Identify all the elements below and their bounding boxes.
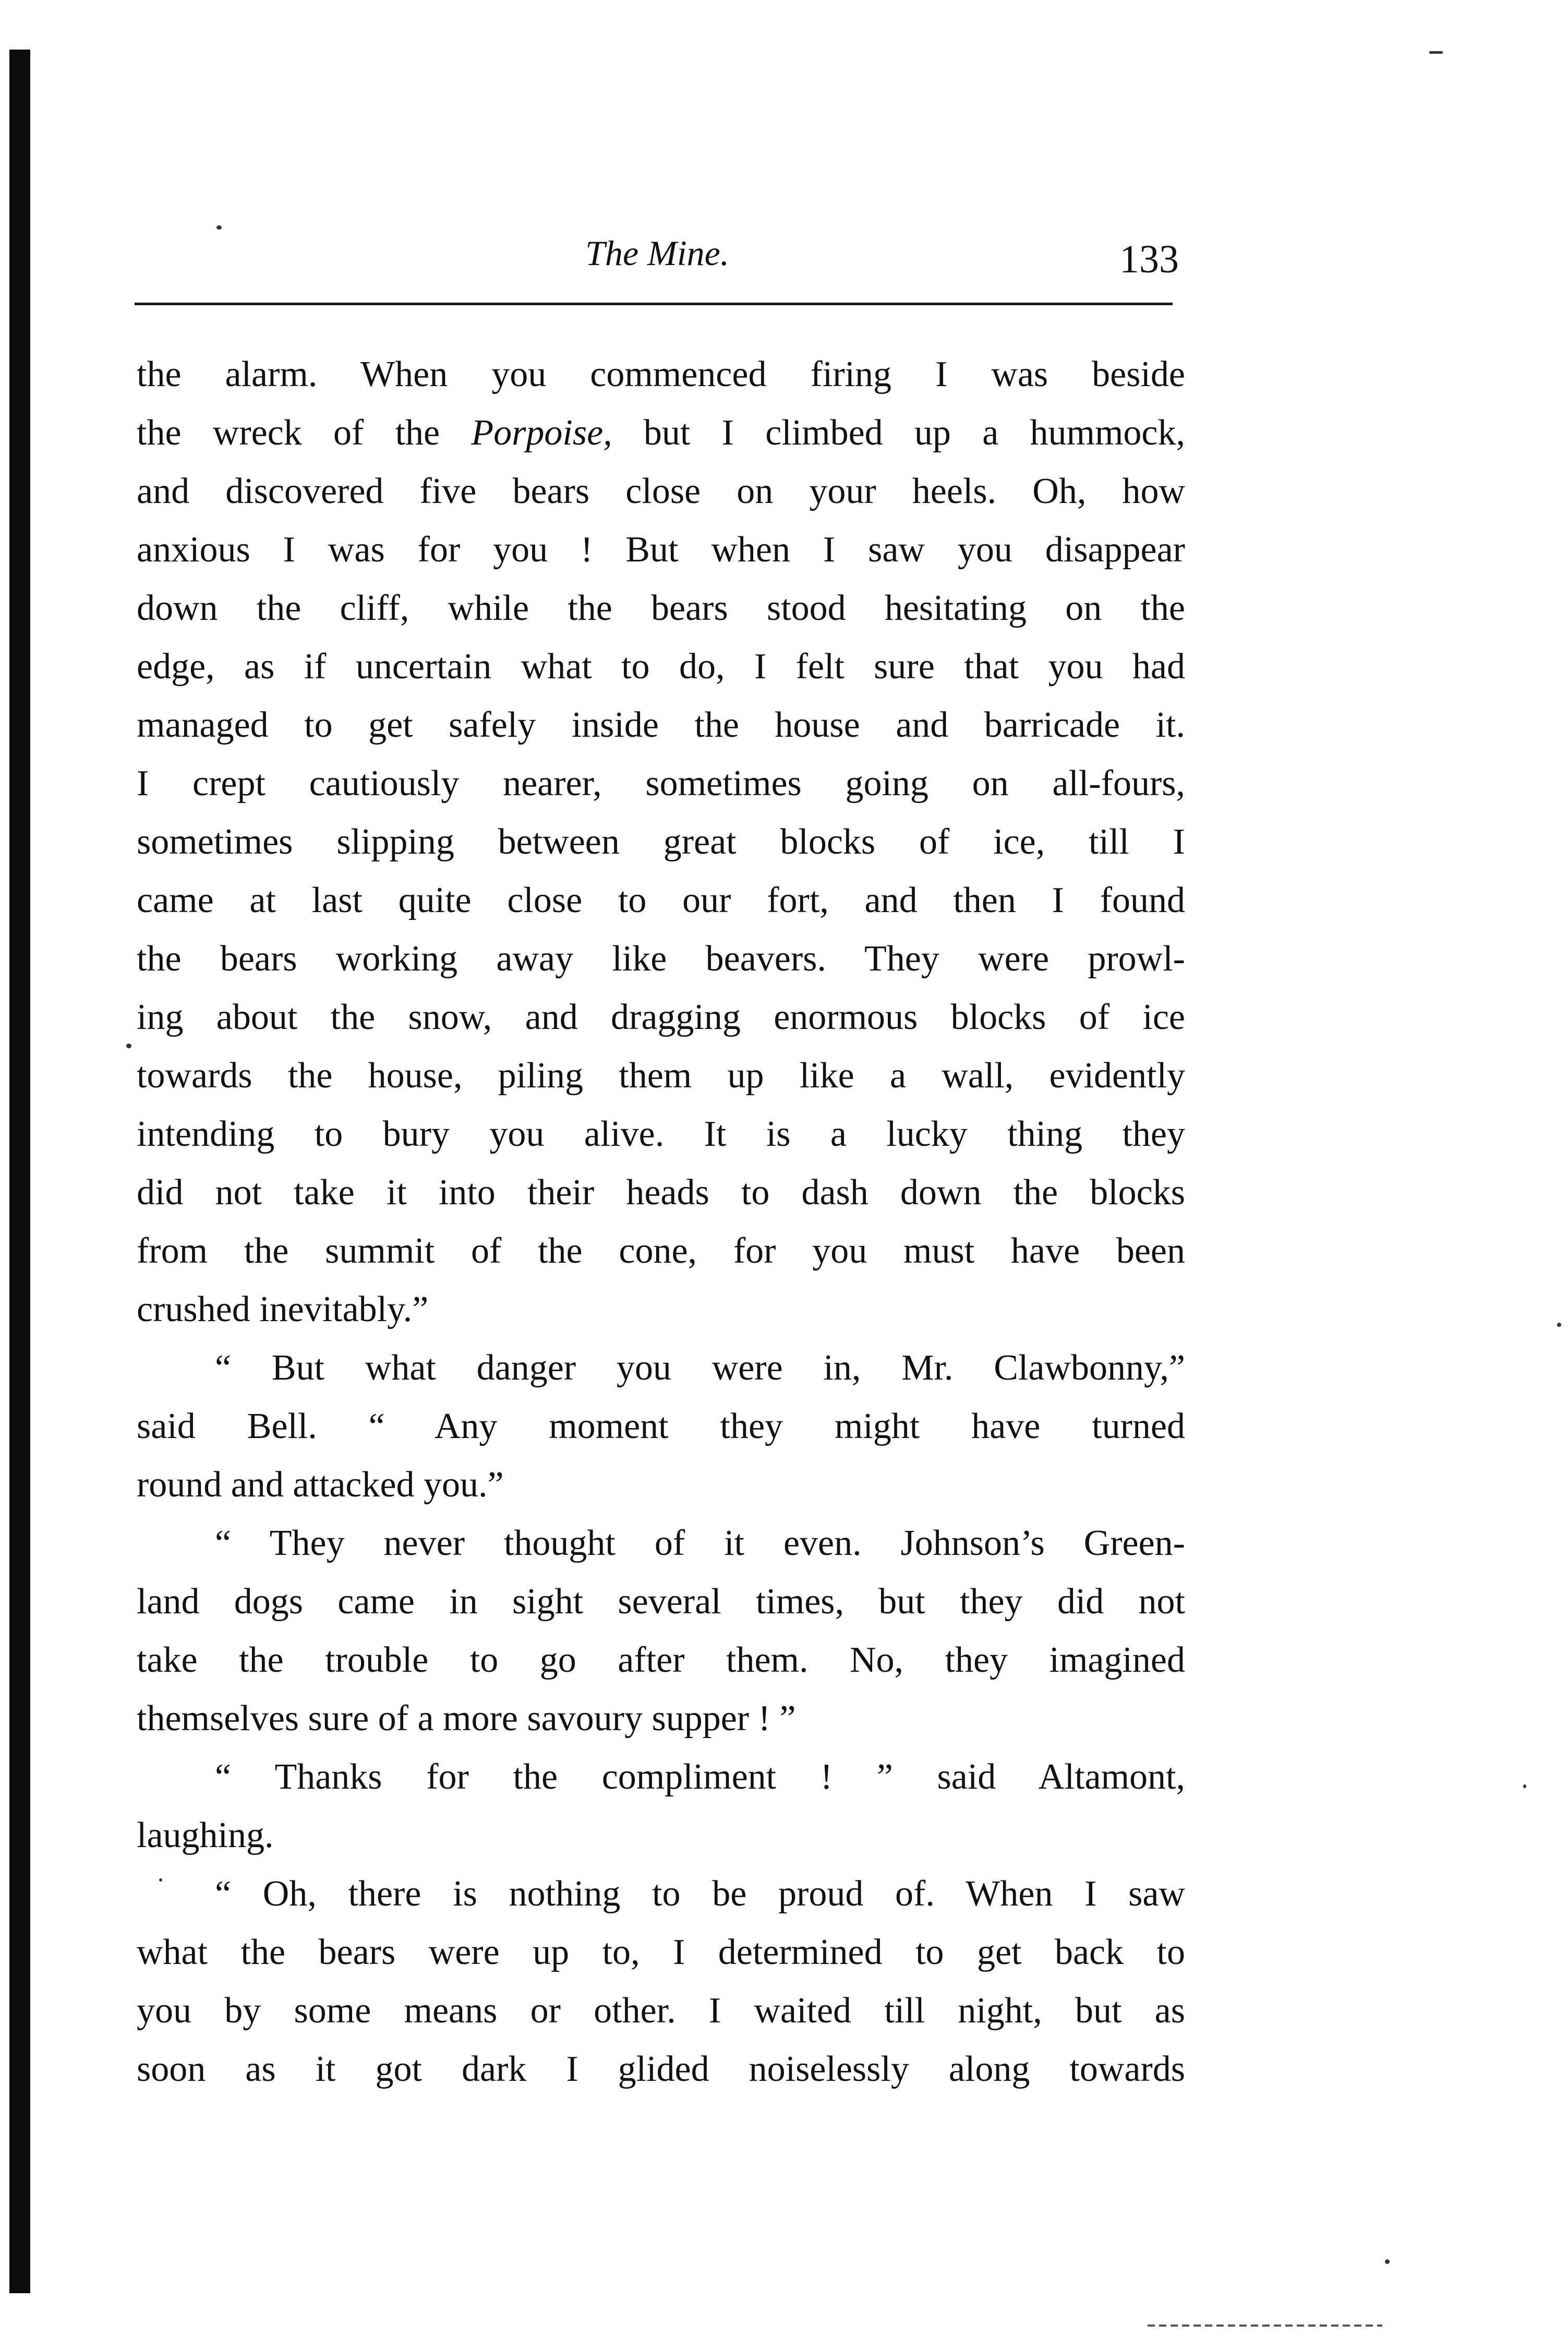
text-line: “ But what danger you were in, Mr. Clawbonny,” (215, 1348, 1185, 1388)
text-line: from the summit of the cone, for you must have been (137, 1231, 1185, 1271)
page-number: 133 (1119, 237, 1179, 281)
text-line: soon as it got dark I glided noiselessly along towards (137, 2049, 1185, 2089)
text-line: said Bell. “ Any moment they might have turned (137, 1406, 1185, 1446)
scan-speck (1557, 1323, 1561, 1327)
binding-shadow (9, 50, 30, 2293)
text-line: “ Thanks for the compliment ! ” said Altamont, (215, 1757, 1185, 1797)
text-line: take the trouble to go after them. No, they imagined (137, 1640, 1185, 1680)
text-line: you by some means or other. I waited till night, but as (137, 1991, 1185, 2031)
scan-speck (1429, 51, 1443, 54)
text-line: did not take it into their heads to dash down the blocks (137, 1172, 1185, 1213)
text-line (137, 404, 1185, 462)
text-line: intending to bury you alive. It is a lucky thing they (137, 1114, 1185, 1154)
header-rule (135, 303, 1173, 305)
text-segment: the wreck of the Porpoise, but I climbed up a hummock, (137, 413, 1185, 453)
text-line: the bears working away like beavers. They were prowl- (137, 939, 1185, 979)
scan-speck (1385, 2259, 1390, 2264)
text-line: sometimes slipping between great blocks of ice, till I (137, 822, 1185, 862)
scan-speck (216, 225, 222, 230)
text-line: managed to get safely inside the house and barricade it. (137, 705, 1185, 745)
text-line: and discovered five bears close on your heels. Oh, how (137, 471, 1185, 511)
scan-speck (1523, 1784, 1526, 1788)
text-line: came at last quite close to our fort, and then I found (137, 880, 1185, 920)
text-line: “ They never thought of it even. Johnson’s Green- (215, 1523, 1185, 1563)
text-line: laughing. (137, 1815, 274, 1855)
text-line: crushed inevitably.” (137, 1289, 429, 1329)
text-line: what the bears were up to, I determined to get back to (137, 1932, 1185, 1972)
text-line: towards the house, piling them up like a wall, evidently (137, 1056, 1185, 1096)
text-line: themselves sure of a more savoury supper ! ” (137, 1698, 796, 1739)
running-title: The Mine. (585, 233, 729, 273)
text-line: land dogs came in sight several times, but they did not (137, 1582, 1185, 1622)
text-line: down the cliff, while the bears stood hesitating on the (137, 588, 1185, 628)
scan-speck (159, 1878, 162, 1882)
text-line: round and attacked you.” (137, 1465, 504, 1505)
text-line: I crept cautiously nearer, sometimes going on all-fours, (137, 763, 1185, 804)
scan-speck (126, 1044, 131, 1048)
body-text (137, 345, 1185, 2099)
ship-name: Porpoise, (471, 413, 612, 453)
text-line: “ Oh, there is nothing to be proud of. When I saw (215, 1874, 1185, 1914)
text-line: edge, as if uncertain what to do, I felt sure that you had (137, 646, 1185, 687)
page-header (136, 227, 1179, 305)
text-line: ing about the snow, and dragging enormous blocks of ice (137, 997, 1185, 1037)
scan-dashes (1148, 2325, 1382, 2327)
text-line: anxious I was for you ! But when I saw you disappear (137, 530, 1185, 570)
text-line: the alarm. When you commenced firing I was beside (137, 354, 1185, 394)
